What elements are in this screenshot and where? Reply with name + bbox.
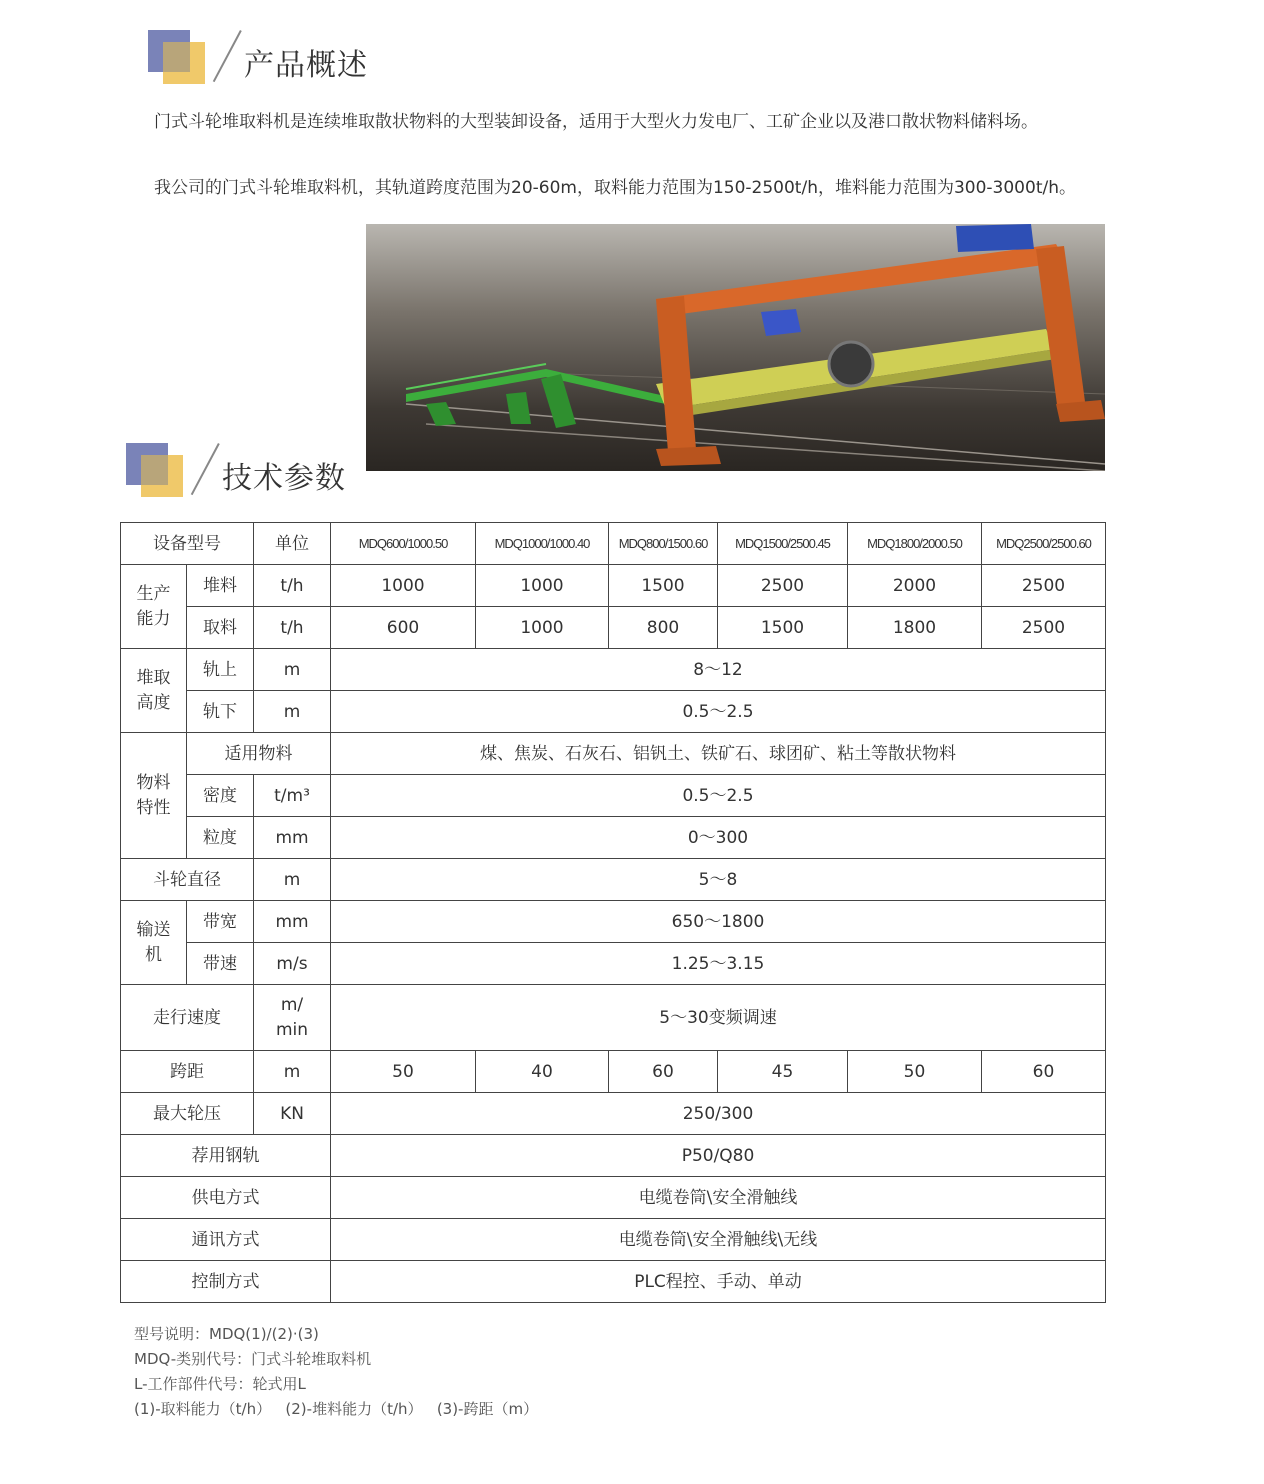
value-cell: 650～1800 (331, 901, 1106, 943)
value-cell: PLC程控、手动、单动 (331, 1261, 1106, 1303)
value-cell: 250/300 (331, 1093, 1106, 1135)
value-cell: 5～8 (331, 859, 1106, 901)
label-wheel-load: 最大轮压 (121, 1093, 254, 1135)
table-row (121, 901, 1106, 943)
model-name: MDQ800/1500.60 (609, 523, 718, 565)
value-cell: 2500 (982, 565, 1106, 607)
stacker-reclaimer-image (366, 224, 1105, 471)
note-line: MDQ-类别代号：门式斗轮堆取料机 (134, 1350, 372, 1368)
value-cell: 1.25～3.15 (331, 943, 1106, 985)
value-cell: 8～12 (331, 649, 1106, 691)
decor-square-overlap (141, 455, 168, 485)
table-row (121, 943, 1106, 985)
group-capacity: 生产能力 (121, 565, 187, 649)
value-cell: 1500 (718, 607, 848, 649)
table-row (121, 733, 1106, 775)
intro-text-2: 我公司的门式斗轮堆取料机，其轨道跨度范围为20-60m，取料能力范围为150-2500t/h，堆料能力范围为300-3000t/h。 (154, 178, 1076, 198)
note-line: 型号说明：MDQ(1)/(2)·(3) (134, 1325, 319, 1343)
label-rail: 荐用钢轨 (121, 1135, 331, 1177)
unit-cell: mm (254, 901, 331, 943)
value-cell: 50 (331, 1051, 476, 1093)
value-cell: 600 (331, 607, 476, 649)
label-reclaim: 取料 (187, 607, 254, 649)
label-belt-width: 带宽 (187, 901, 254, 943)
label-control: 控制方式 (121, 1261, 331, 1303)
table-header-row (121, 523, 1106, 565)
note-line: L-工作部件代号：轮式用L (134, 1375, 306, 1393)
value-cell: 60 (609, 1051, 718, 1093)
model-name: MDQ2500/2500.60 (982, 523, 1106, 565)
unit-cell: m/s (254, 943, 331, 985)
label-travel-speed: 走行速度 (121, 985, 254, 1051)
decor-square-overlap (163, 42, 190, 72)
label-applicable: 适用物料 (187, 733, 331, 775)
value-cell: P50/Q80 (331, 1135, 1106, 1177)
value-cell: 50 (848, 1051, 982, 1093)
label-above-rail: 轨上 (187, 649, 254, 691)
value-cell: 电缆卷筒\安全滑触线\无线 (331, 1219, 1106, 1261)
value-cell: 1500 (609, 565, 718, 607)
value-cell: 0.5～2.5 (331, 691, 1106, 733)
model-name: MDQ1000/1000.40 (476, 523, 609, 565)
intro-paragraph-2 (120, 172, 1110, 205)
table-row (121, 1177, 1106, 1219)
table-row (121, 1135, 1106, 1177)
table-row (121, 649, 1106, 691)
model-name: MDQ1800/2000.50 (848, 523, 982, 565)
value-cell: 2500 (718, 565, 848, 607)
unit-cell: m (254, 649, 331, 691)
value-cell: 电缆卷筒\安全滑触线 (331, 1177, 1106, 1219)
value-cell: 40 (476, 1051, 609, 1093)
table-row (121, 1093, 1106, 1135)
label-span: 跨距 (121, 1051, 254, 1093)
value-cell: 5～30变频调速 (331, 985, 1106, 1051)
table-row (121, 691, 1106, 733)
unit-cell: m (254, 1051, 331, 1093)
unit-cell: mm (254, 817, 331, 859)
table-row (121, 775, 1106, 817)
stacker-reclaimer-illustration (366, 224, 1105, 471)
label-below-rail: 轨下 (187, 691, 254, 733)
table-row (121, 859, 1106, 901)
decor-slash (191, 443, 220, 495)
value-cell: 60 (982, 1051, 1106, 1093)
value-cell: 45 (718, 1051, 848, 1093)
value-cell: 2500 (982, 607, 1106, 649)
value-cell: 0.5～2.5 (331, 775, 1106, 817)
unit-cell: m (254, 859, 331, 901)
header-unit: 单位 (254, 523, 331, 565)
model-name: MDQ1500/2500.45 (718, 523, 848, 565)
group-conveyor: 输送机 (121, 901, 187, 985)
label-wheel-diameter: 斗轮直径 (121, 859, 254, 901)
spec-table (120, 522, 1106, 1303)
value-cell: 2000 (848, 565, 982, 607)
table-row (121, 1051, 1106, 1093)
unit-cell: t/h (254, 565, 331, 607)
unit-cell: t/m³ (254, 775, 331, 817)
unit-cell: m (254, 691, 331, 733)
table-row (121, 985, 1106, 1051)
label-stack: 堆料 (187, 565, 254, 607)
table-row (121, 607, 1106, 649)
decor-slash (213, 30, 242, 82)
label-power: 供电方式 (121, 1177, 331, 1219)
section-header-specs (126, 443, 426, 503)
table-row (121, 1219, 1106, 1261)
table-row (121, 817, 1106, 859)
unit-cell: m/ min (254, 985, 331, 1051)
group-material: 物料特性 (121, 733, 187, 859)
table-row (121, 565, 1106, 607)
intro-paragraph-1 (120, 106, 1110, 139)
label-size: 粒度 (187, 817, 254, 859)
unit-cell: KN (254, 1093, 331, 1135)
section-title-specs: 技术参数 (222, 461, 346, 496)
section-header-overview (148, 30, 448, 90)
group-height: 堆取高度 (121, 649, 187, 733)
value-cell: 0～300 (331, 817, 1106, 859)
value-cell: 800 (609, 607, 718, 649)
section-title-overview: 产品概述 (244, 48, 368, 83)
model-name: MDQ600/1000.50 (331, 523, 476, 565)
value-cell: 1000 (476, 565, 609, 607)
note-line: (1)-取料能力（t/h） (2)-堆料能力（t/h） (3)-跨距（m） (134, 1400, 539, 1418)
value-cell: 煤、焦炭、石灰石、铝钒土、铁矿石、球团矿、粘土等散状物料 (331, 733, 1106, 775)
label-comm: 通讯方式 (121, 1219, 331, 1261)
table-row (121, 1261, 1106, 1303)
intro-text-1: 门式斗轮堆取料机是连续堆取散状物料的大型装卸设备，适用于大型火力发电厂、工矿企业以及港口散状物料储料场。 (154, 112, 1038, 132)
value-cell: 1800 (848, 607, 982, 649)
unit-cell: t/h (254, 607, 331, 649)
header-model: 设备型号 (121, 523, 254, 565)
value-cell: 1000 (476, 607, 609, 649)
model-notes (134, 1322, 538, 1422)
value-cell: 1000 (331, 565, 476, 607)
label-belt-speed: 带速 (187, 943, 254, 985)
label-density: 密度 (187, 775, 254, 817)
